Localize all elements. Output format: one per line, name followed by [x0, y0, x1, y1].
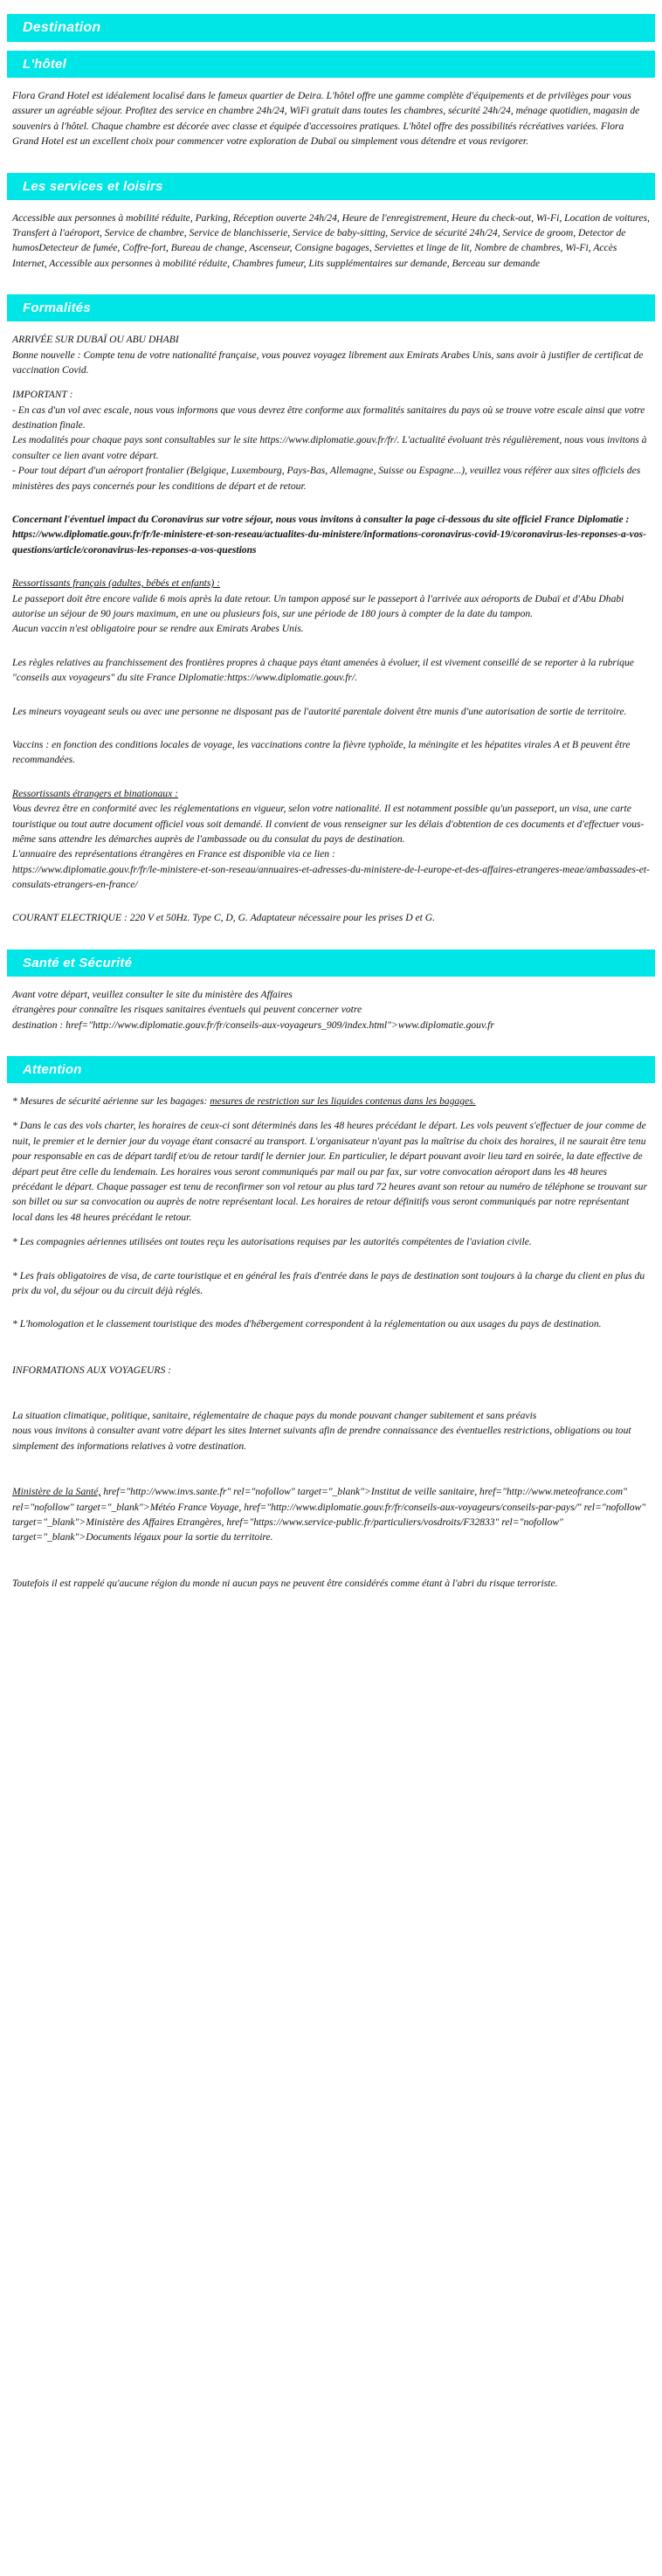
spacer [7, 1463, 655, 1484]
spacer [7, 936, 655, 950]
travellers-info-title: INFORMATIONS AUX VOYAGEURS : [12, 1364, 172, 1376]
formalites-foreign-nationals-b: L'annuaire des représentations étrangères en France est disponible via ce lien : [12, 848, 335, 860]
section-band-hotel: L'hôtel [7, 51, 655, 78]
formalites-important-a: - En cas d'un vol avec escale, nous vous informons que vous devrez être conforme aux formalités sanitaires du pays où se trouve votre escale ainsi que votre destination finale. [12, 404, 645, 432]
spacer [7, 1042, 655, 1056]
formalites-embassies-url[interactable]: https://www.diplomatie.gouv.fr/fr/le-ministere-et-son-reseau/annuaires-et-adresses-du-ministere-de-l-europe-et-des-affaires-etrangeres-meae/ambassades-et-consulats-etrangers-en-france/ [12, 863, 650, 891]
attention-airlines-authorizations: * Les compagnies aériennes utilisées ont toutes reçu les autorisations requises par les autorités compétentes de l'aviation civile. [12, 1236, 532, 1248]
travellers-info-b: nous vous invitons à consulter avant votre départ les sites Internet suivants afin de prendre connaissance des éventuelles restrictions, obligations ou tout simplement des informations relatives à votre destination. [12, 1425, 631, 1452]
formalites-vaccines: Vaccins : en fonction des conditions locales de voyage, les vaccinations contre la fièvre typhoïde, la méningite et les hépatites virales A et B peuvent être recommandées. [12, 738, 631, 766]
useful-links-line [7, 1484, 655, 1545]
travellers-info-a: La situation climatique, politique, sanitaire, réglementaire de chaque pays du monde pouvant changer subitement et sans préavis [12, 1410, 537, 1422]
spacer [7, 777, 655, 786]
formalites-french-nationals-a: Le passeport doit être encore valide 6 mois après la date retour. Un tampon apposé sur le passeport à l'arrivée aux aéroports de Dubaï et d'Abu Dhabi autorise un séjour de 90 jours maximum, en une ou plusieurs fois, sur une période de 180 jours à compter de la date du tampon. [12, 592, 624, 619]
spacer [7, 729, 655, 737]
ministere-sante-link[interactable]: Ministère de la Santé, [12, 1486, 101, 1498]
formalites-foreign-nationals-title: Ressortissants étrangers et binationaux : [12, 787, 179, 799]
formalites-minors: Les mineurs voyageant seuls ou avec une personne ne disposant pas de l'autorité parentale doivent être munis d'une autorisation de sortie de territoire. [12, 705, 627, 717]
attention-visa-fees: * Les frais obligatoires de visa, de carte touristique et en général les frais d'entrée dans le pays de destination sont toujours à la charge du client en plus du prix du vol, du séjour ou du circuit déjà réglés. [12, 1269, 645, 1296]
formalites-covid-url[interactable]: https://www.diplomatie.gouv.fr/fr/le-ministere-et-son-reseau/actualites-du-ministere/informations-coronavirus-covid-19/coronavirus-les-reponses-a-vos-questions/article/coronavirus-les-reponses-a-vos-questions [12, 528, 646, 556]
spacer [7, 280, 655, 294]
services-list: Accessible aux personnes à mobilité réduite, Parking, Réception ouverte 24h/24, Heure de l'enregistrement, Heure du check-out, Wi-Fi, Location de voitures, Transfert à l'aéroport, Service de chambre, Service de blanchisserie, Service de baby-sitting, Service de sécurité 24h/24, Service de groom, Detector de humosDetecteur de fumée, Coffre-fort, Bureau de change, Ascenseur, Consigne bagages, Serviettes et linge de lit, Nombre de chambres, Wi-Fi, Accès Internet, Accessible aux personnes à mobilité réduite, Chambres fumeur, Lits supplémentaires sur demande, Berceau sur demande [12, 211, 650, 269]
section-band-attention: Attention [7, 1056, 655, 1083]
formalites-covid-title: Concernant l'éventuel impact du Coronavirus sur votre séjour, nous vous invitons à consulter la page ci-dessous du site officiel France Diplomatie : [12, 514, 630, 526]
formalites-important-b: Les modalités pour chaque pays sont consultables sur le site https://www.diplomatie.gouv.fr/fr/. L'actualité évoluant très régulièrement, nous vous invitons à consulter ce lien avant votre départ. [12, 434, 647, 461]
spacer [7, 1342, 655, 1363]
document-page [0, 14, 662, 1626]
attention-section-body [7, 1083, 655, 1591]
spacer [7, 567, 655, 576]
section-band-destination: Destination [7, 14, 655, 42]
attention-baggage-line [7, 1094, 655, 1108]
spacer [7, 1387, 655, 1408]
formalites-french-nationals-title: Ressortissants français (adultes, bébés et enfants) : [12, 577, 220, 590]
formalites-arrival-title: ARRIVÉE SUR DUBAÏ OU ABU DHABI [12, 334, 179, 346]
formalites-arrival-text: Bonne nouvelle : Compte tenu de votre nationalité française, vous pouvez voyagez librement aux Emirats Arabes Unis, sans avoir à justifier de certificat de vaccination Covid. [12, 349, 644, 376]
formalites-important-c: - Pour tout départ d'un aéroport frontalier (Belgique, Luxembourg, Pays-Bas, Allemagne, Suisse ou Espagne...), veuillez vous référer aux sites officiels des ministères des pays concernés pour les conditions de départ et de retour. [12, 465, 641, 492]
formalites-section-body [7, 321, 655, 926]
formalites-electricity: COURANT ELECTRIQUE : 220 V et 50Hz. Type C, D, G. Adaptateur nécessaire pour les prises D et G. [12, 912, 436, 924]
attention-hotel-rating: * L'homologation et le classement touristique des modes d'hébergement correspondent à la réglementation ou aux usages du pays de destination. [12, 1318, 602, 1330]
spacer [7, 503, 655, 512]
formalites-border-rules: Les règles relatives au franchissement des frontières propres à chaque pays étant amenées à évoluer, il est vivement conseillé de se reporter à la rubrique "conseils aux voyageurs" du site France Diplomatie:https://www.diplomatie.gouv.fr/. [12, 656, 634, 684]
spacer [7, 901, 655, 910]
sante-line-2: étrangères pour connaître les risques sanitaires éventuels qui peuvent concerner votre [12, 1004, 362, 1016]
formalites-foreign-nationals-a: Vous devrez être en conformité avec les réglementations en vigueur, selon votre nationalité. Il est notamment possible qu'un passeport, un visa, une carte touristique ou tout autre document officiel vous soit demandé. Il convient de vous renseigner sur les délais d'obtention de ces documents et d'effectuer vous-même sans attendre les démarches auprès de l'ambassade ou du consulat du pays de destination. [12, 803, 645, 845]
hotel-description: Flora Grand Hotel est idéalement localisé dans le fameux quartier de Deira. L'hôtel offre une gamme complète d'équipements et de privilèges pour vous assurer un agréable séjour. Profitez des service en chambre 24h/24, WiFi gratuit dans toutes les chambres, sécurité 24h/24, ménage quotidien, magasin de souvenirs à l'hôtel. Chaque chambre est décorée avec classe et équipée d'accessoires pratiques. L'hôtel offre des possibilités récréatives variées. Flora Grand Hotel est un excellent choix pour commencer votre exploration de Dubaï ou simplement vous détendre et vous revigorer. [12, 90, 640, 148]
formalites-important-title: IMPORTANT : [12, 389, 73, 401]
spacer [7, 646, 655, 655]
section-band-sante: Santé et Sécurité [7, 950, 655, 977]
spacer [7, 1555, 655, 1576]
attention-baggage-prefix: * Mesures de sécurité aérienne sur les bagages: [12, 1095, 210, 1108]
formalites-french-nationals-b: Aucun vaccin n'est obligatoire pour se rendre aux Emirats Arabes Unis. [12, 623, 304, 635]
spacer [7, 1260, 655, 1268]
spacer [7, 695, 655, 704]
sante-line-3[interactable]: destination : href="http://www.diplomatie.gouv.fr/fr/conseils-aux-voyageurs_909/index.html">www.diplomatie.gouv.fr [12, 1019, 494, 1031]
spacer [7, 159, 655, 173]
section-band-formalites: Formalités [7, 294, 655, 321]
sante-line-1: Avant votre départ, veuillez consulter le site du ministère des Affaires [12, 988, 293, 1000]
terrorism-warning: Toutefois il est rappelé qu'aucune région du monde ni aucun pays ne peuvent être considérés comme étant à l'abri du risque terroriste. [12, 1577, 558, 1589]
baggage-restrictions-link[interactable]: mesures de restriction sur les liquides contenus dans les bagages. [210, 1095, 476, 1108]
sante-section-body [7, 977, 655, 1032]
hotel-section-body [7, 78, 655, 149]
spacer [7, 1308, 655, 1316]
attention-charter-flights: * Dans le cas des vols charter, les horaires de ceux-ci sont déterminés dans les 48 heures précédant le départ. Les vols peuvent s'effectuer de jour comme de nuit, le premier et le dernier jour du voyage étant consacré au transport. L'organisateur n'ayant pas la maîtrise du choix des horaires, il ne saurait être tenu pour responsable en cas de départ tardif et/ou de retour tardif le dernier jour. En particulier, le départ pouvant avoir lieu tard en soirée, la date effective de départ peut être celle du lendemain. Les horaires vous seront communiqués par mail ou par fax, sur votre convocation aéroport dans les 48 heures précédant le départ. Chaque passager est tenu de reconfirmer son vol retour au plus tard 72 heures avant son retour au numéro de téléphone se trouvant sur son billet ou sur sa convocation ou auprès de notre représentant local. Les horaires de retour définitifs vous seront communiqués par notre représentant local dans les 48 heures précédant le retour. [12, 1120, 647, 1223]
useful-links-rest: href="http://www.invs.sante.fr" rel="nofollow" target="_blank">Institut de veille sanitaire, href="http://www.meteofrance.com" rel="nofollow" target="_blank">Météo France Voyage, href="http://www.diplomatie.gouv.fr/fr/conseils-aux-voyageurs/conseils-par-pays/" rel="nofollow" target="_blank">Ministère des Affaires Etrangères, href="https://www.service-public.fr/particuliers/vosdroits/F32833" rel="nofollow" target="_blank">Documents légaux pour la sortie du territoire. [12, 1486, 646, 1544]
section-band-services: Les services et loisirs [7, 173, 655, 200]
services-section-body [7, 200, 655, 272]
spacer [7, 42, 655, 51]
